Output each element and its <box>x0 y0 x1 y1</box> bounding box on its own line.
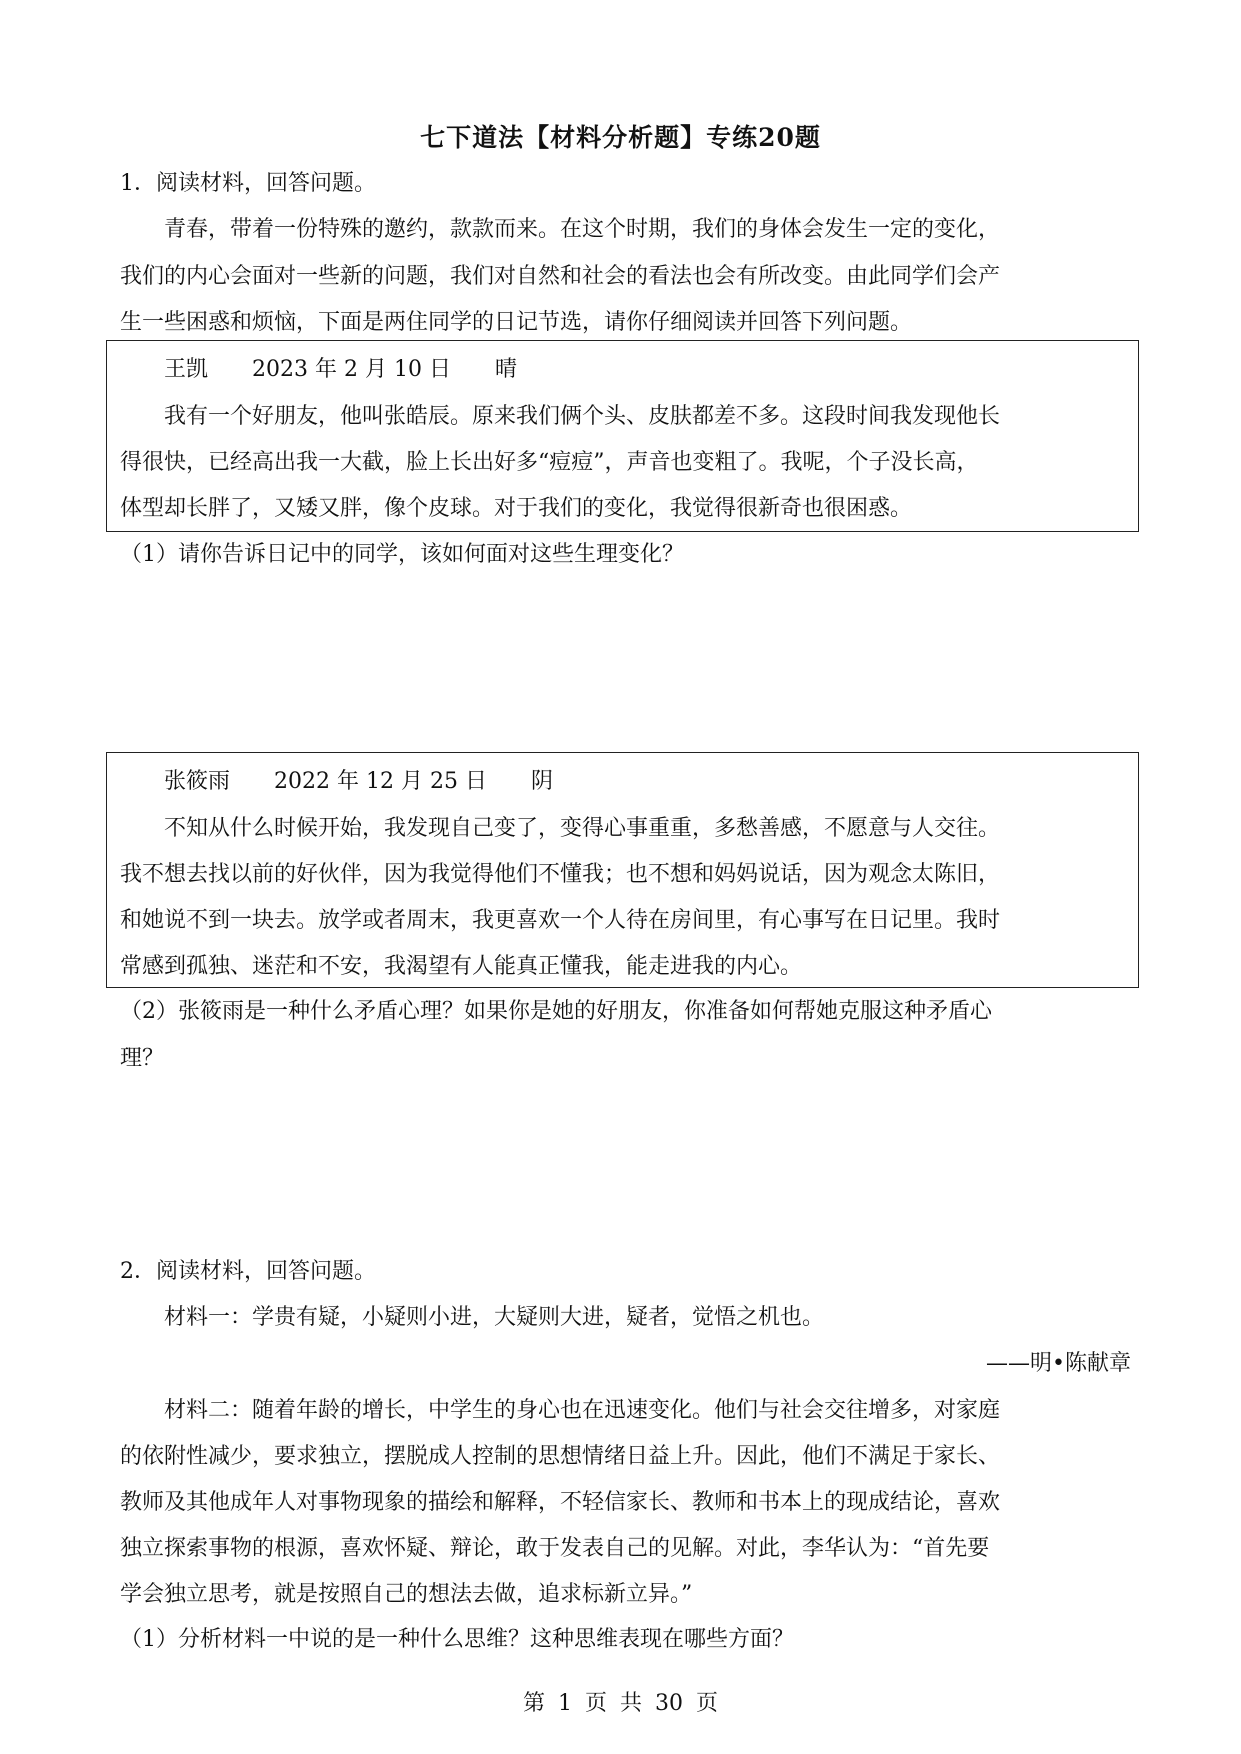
q2-material-2-line: 材料二：随着年龄的增长，中学生的身心也在迅速变化。他们与社会交往增多，对家庭 <box>164 1398 1001 1423</box>
q2-material-2-line: 独立探索事物的根源，喜欢怀疑、辩论，敢于发表自己的见解。对此，李华认为：“首先要 <box>120 1536 990 1561</box>
page-footer: 第 1 页 共 30 页 <box>523 1691 718 1716</box>
q1-intro-line: 我们的内心会面对一些新的问题，我们对自然和社会的看法也会有所改变。由此同学们会产 <box>120 264 1001 289</box>
q1-sub-question-1: （1）请你告诉日记中的同学，该如何面对这些生理变化？ <box>120 542 684 567</box>
question-1-heading: 1．阅读材料，回答问题。 <box>120 171 376 196</box>
q1-sub-question-2: 理？ <box>120 1046 165 1071</box>
q2-material-2-line: 教师及其他成年人对事物现象的描绘和解释，不轻信家长、教师和书本上的现成结论，喜欢 <box>120 1490 1001 1515</box>
q1-intro-line: 青春，带着一份特殊的邀约，款款而来。在这个时期，我们的身体会发生一定的变化， <box>164 217 1001 242</box>
q1-sub-question-2: （2）张筱雨是一种什么矛盾心理？如果你是她的好朋友，你准备如何帮她克服这种矛盾心 <box>120 999 993 1024</box>
q2-material-2-line: 的依附性减少，要求独立，摆脱成人控制的思想情绪日益上升。因此，他们不满足于家长、 <box>120 1444 1001 1469</box>
q2-attribution: ——明•陈献章 <box>986 1351 1131 1376</box>
q2-sub-question-1: （1）分析材料一中说的是一种什么思维？这种思维表现在哪些方面？ <box>120 1627 794 1652</box>
diary-1-line: 体型却长胖了，又矮又胖，像个皮球。对于我们的变化，我觉得很新奇也很困惑。 <box>120 496 913 521</box>
diary-2-line: 常感到孤独、迷茫和不安，我渴望有人能真正懂我，能走进我的内心。 <box>120 954 803 979</box>
diary-1-line: 得很快，已经高出我一大截，脸上长出好多“痘痘”，声音也变粗了。我呢，个子没长高， <box>120 450 979 475</box>
diary-2-line: 我不想去找以前的好伙伴，因为我觉得他们不懂我；也不想和妈妈说话，因为观念太陈旧， <box>120 862 1001 887</box>
diary-2-header: 张筱雨 2022 年 12 月 25 日 阴 <box>164 769 553 794</box>
q2-material-2-line: 学会独立思考，就是按照自己的想法去做，追求标新立异。” <box>120 1582 693 1607</box>
diary-2-line: 和她说不到一块去。放学或者周末，我更喜欢一个人待在房间里，有心事写在日记里。我时 <box>120 908 1001 933</box>
diary-1-header: 王凯 2023 年 2 月 10 日 晴 <box>164 357 517 382</box>
diary-1-line: 我有一个好朋友，他叫张皓辰。原来我们俩个头、皮肤都差不多。这段时间我发现他长 <box>164 404 1001 429</box>
q2-material-1: 材料一：学贵有疑，小疑则小进，大疑则大进，疑者，觉悟之机也。 <box>164 1305 825 1330</box>
page-title: 七下道法【材料分析题】专练20题 <box>420 123 821 152</box>
diary-2-line: 不知从什么时候开始，我发现自己变了，变得心事重重，多愁善感，不愿意与人交往。 <box>164 816 1001 841</box>
question-2-heading: 2．阅读材料，回答问题。 <box>120 1259 376 1284</box>
q1-intro-line: 生一些困惑和烦恼，下面是两住同学的日记节选，请你仔细阅读并回答下列问题。 <box>120 310 913 335</box>
